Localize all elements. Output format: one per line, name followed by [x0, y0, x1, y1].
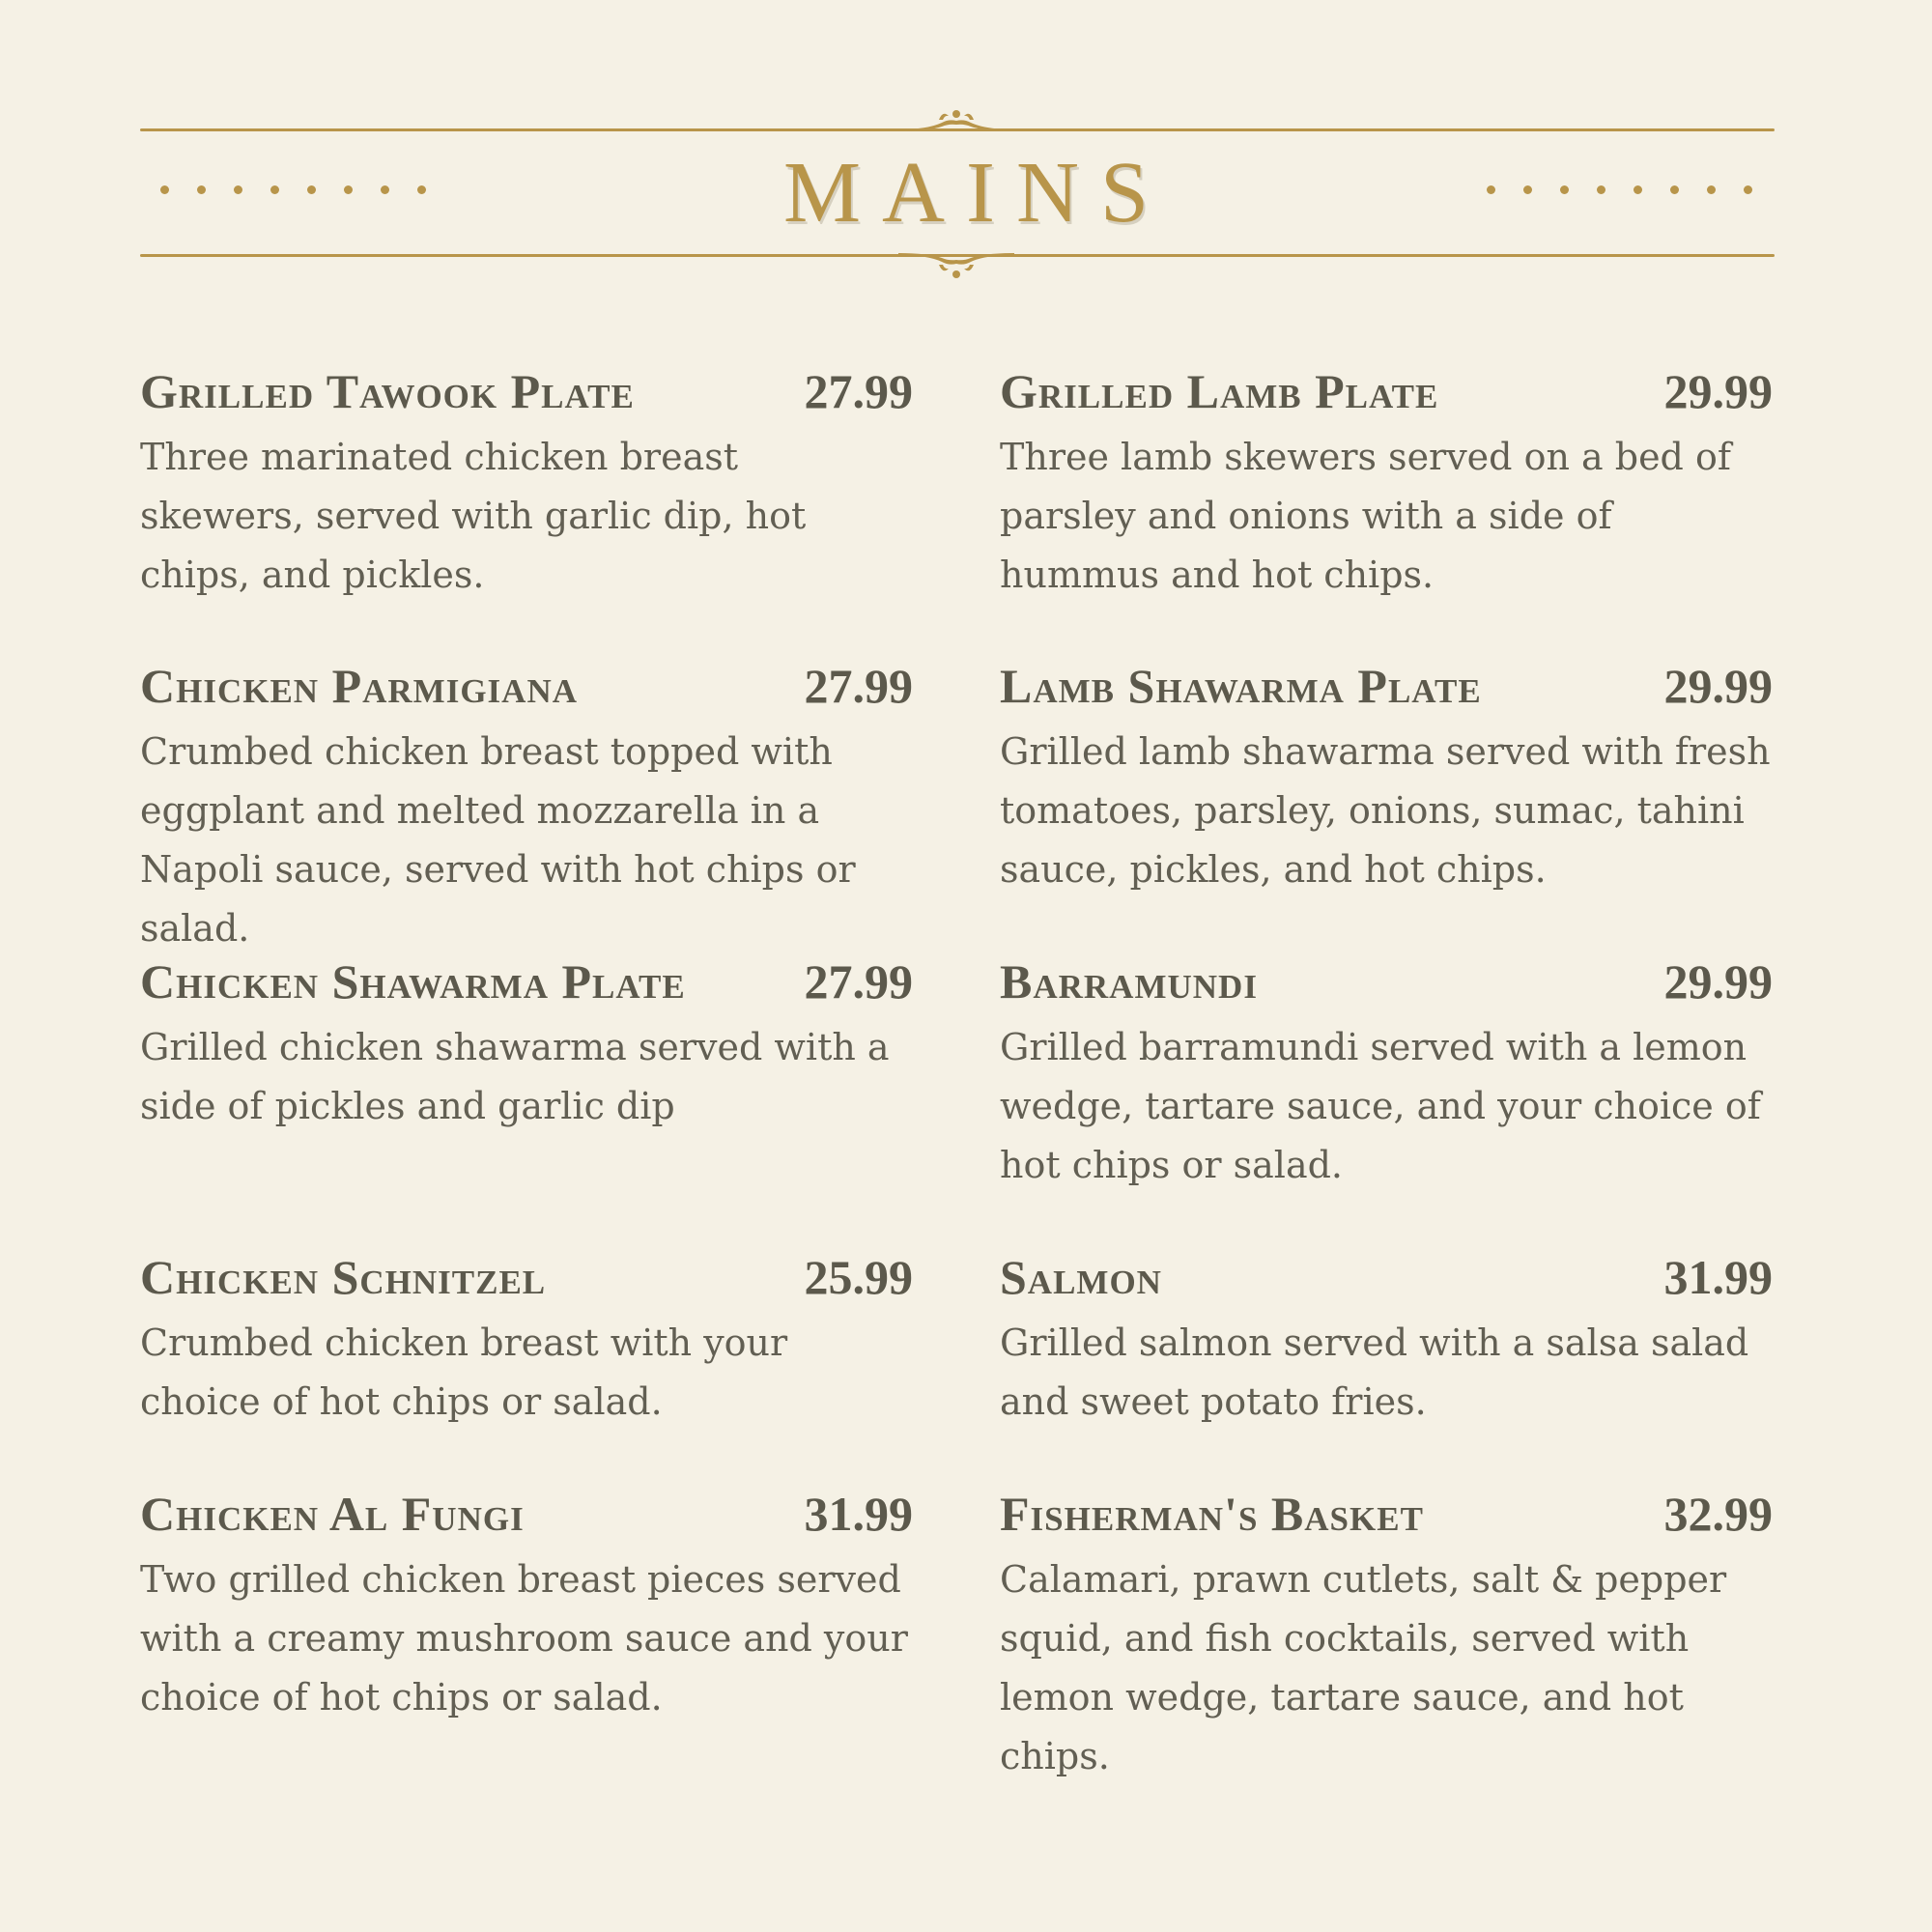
item-description: Grilled lamb shawarma served with fresh tomatoes, parsley, onions, sumac, tahini sauce, pickles, and hot chips.	[1000, 730, 1771, 891]
item-name: Grilled Lamb Plate	[1000, 364, 1439, 418]
item-name: Lamb Shawarma Plate	[1000, 659, 1482, 713]
item-price: 29.99	[1663, 659, 1773, 713]
menu-item	[140, 952, 913, 1136]
item-name: Salmon	[1000, 1250, 1162, 1304]
item-name: Chicken Parmigiana	[140, 659, 578, 713]
item-description: Three lamb skewers served on a bed of parsley and onions with a side of hummus and hot chips.	[1000, 436, 1731, 596]
item-name: Chicken Shawarma Plate	[140, 954, 686, 1009]
item-description: Two grilled chicken breast pieces served with a creamy mushroom sauce and your choice of hot chips or salad.	[140, 1558, 908, 1719]
right-dot-row	[1487, 185, 1752, 194]
item-description: Calamari, prawn cutlets, salt & pepper squid, and fish cocktails, served with lemon wedge, tartare sauce, and hot chips.	[1000, 1558, 1727, 1777]
item-name: Grilled Tawook Plate	[140, 364, 635, 418]
item-price: 29.99	[1663, 954, 1773, 1009]
item-price: 31.99	[804, 1487, 913, 1541]
item-description: Grilled chicken shawarma served with a side of pickles and garlic dip	[140, 1026, 890, 1127]
item-name: Fisherman's Basket	[1000, 1487, 1424, 1541]
menu-item	[1000, 952, 1773, 1195]
menu-title: MAINS	[782, 145, 1171, 241]
item-name: Chicken Schnitzel	[140, 1250, 547, 1304]
item-price: 32.99	[1663, 1487, 1773, 1541]
menu-item	[1000, 1485, 1773, 1786]
item-name: Chicken Al Fungi	[140, 1487, 525, 1541]
item-description: Grilled barramundi served with a lemon wedge, tartare sauce, and your choice of hot chips or salad.	[1000, 1026, 1761, 1186]
item-description: Crumbed chicken breast topped with eggplant and melted mozzarella in a Napoli sauce, served with hot chips or salad.	[140, 730, 856, 950]
bottom-flourish-icon	[898, 249, 1014, 282]
menu-item	[140, 1248, 913, 1432]
item-price: 31.99	[1663, 1250, 1773, 1304]
item-name: Barramundi	[1000, 954, 1258, 1009]
top-flourish-icon	[898, 106, 1014, 135]
menu-header	[0, 0, 1932, 290]
item-price: 27.99	[804, 659, 913, 713]
item-description: Three marinated chicken breast skewers, served with garlic dip, hot chips, and pickles.	[140, 436, 807, 596]
item-description: Crumbed chicken breast with your choice of hot chips or salad.	[140, 1321, 788, 1423]
menu-item	[140, 362, 913, 605]
menu-item	[140, 1485, 913, 1727]
menu-item	[140, 657, 913, 958]
menu-item	[1000, 362, 1773, 605]
menu-item	[1000, 1248, 1773, 1432]
menu-item	[1000, 657, 1773, 899]
item-price: 27.99	[804, 364, 913, 418]
item-price: 27.99	[804, 954, 913, 1009]
item-price: 29.99	[1663, 364, 1773, 418]
item-description: Grilled salmon served with a salsa salad and sweet potato fries.	[1000, 1321, 1749, 1423]
item-price: 25.99	[804, 1250, 913, 1304]
